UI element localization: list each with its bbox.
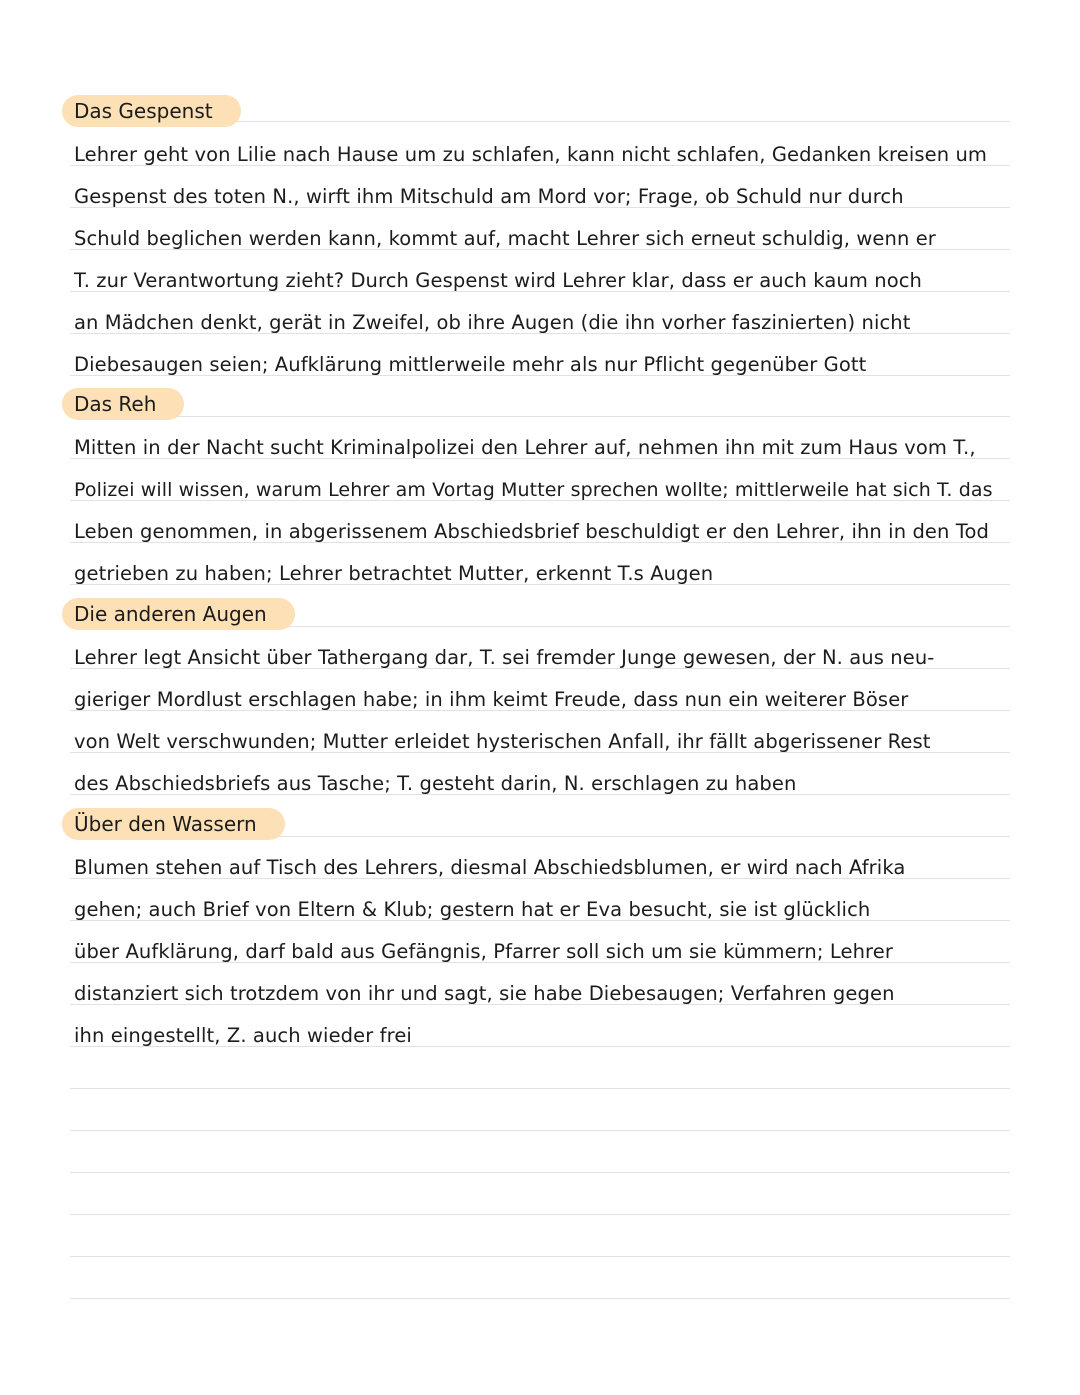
ruled-line (70, 416, 1010, 417)
text-line: getrieben zu haben; Lehrer betrachtet Mutter, erkennt T.s Augen (74, 562, 714, 585)
text-line: Schuld beglichen werden kann, kommt auf, macht Lehrer sich erneut schuldig, wenn er (74, 227, 936, 250)
text-line: gehen; auch Brief von Eltern & Klub; gestern hat er Eva besucht, sie ist glücklich (74, 898, 871, 921)
text-line: Lehrer legt Ansicht über Tathergang dar, T. sei fremder Junge gewesen, der N. aus neu- (74, 646, 935, 669)
text-line: Mitten in der Nacht sucht Kriminalpolizei den Lehrer auf, nehmen ihn mit zum Haus vom T., (74, 436, 976, 459)
text-line: Gespenst des toten N., wirft ihm Mitschuld am Mord vor; Frage, ob Schuld nur durch (74, 185, 904, 208)
text-line: Lehrer geht von Lilie nach Hause um zu schlafen, kann nicht schlafen, Gedanken kreisen um (74, 143, 988, 166)
text-line: Leben genommen, in abgerissenem Abschiedsbrief beschuldigt er den Lehrer, ihn in den Tod (74, 520, 989, 543)
ruled-line (70, 1130, 1010, 1131)
section-heading-highlight (62, 808, 285, 840)
text-line: von Welt verschwunden; Mutter erleidet hysterischen Anfall, ihr fällt abgerissener Rest (74, 730, 931, 753)
section-heading: Die anderen Augen (74, 602, 267, 626)
section-heading-highlight (62, 388, 184, 420)
text-line: an Mädchen denkt, gerät in Zweifel, ob ihre Augen (die ihn vorher faszinierten) nicht (74, 311, 911, 334)
text-line: gieriger Mordlust erschlagen habe; in ihm keimt Freude, dass nun ein weiterer Böser (74, 688, 909, 711)
text-line: Polizei will wissen, warum Lehrer am Vortag Mutter sprechen wollte; mittlerweile hat sich T. das (74, 479, 993, 501)
section-heading: Über den Wassern (74, 812, 257, 836)
text-line: ihn eingestellt, Z. auch wieder frei (74, 1024, 412, 1047)
ruled-line (70, 1256, 1010, 1257)
ruled-line (70, 1214, 1010, 1215)
text-line: über Aufklärung, darf bald aus Gefängnis, Pfarrer soll sich um sie kümmern; Lehrer (74, 940, 893, 963)
text-line: Diebesaugen seien; Aufklärung mittlerweile mehr als nur Pflicht gegenüber Gott (74, 353, 867, 376)
section-heading: Das Gespenst (74, 99, 213, 123)
ruled-line (70, 1088, 1010, 1089)
text-line: T. zur Verantwortung zieht? Durch Gespenst wird Lehrer klar, dass er auch kaum noch (74, 269, 923, 292)
text-line: distanziert sich trotzdem von ihr und sagt, sie habe Diebesaugen; Verfahren gegen (74, 982, 895, 1005)
ruled-line (70, 1298, 1010, 1299)
section-heading: Das Reh (74, 392, 157, 416)
ruled-line (70, 1172, 1010, 1173)
section-heading-highlight (62, 598, 295, 630)
section-heading-highlight (62, 95, 241, 127)
text-line: Blumen stehen auf Tisch des Lehrers, diesmal Abschiedsblumen, er wird nach Afrika (74, 856, 906, 879)
text-line: des Abschiedsbriefs aus Tasche; T. gesteht darin, N. erschlagen zu haben (74, 772, 797, 795)
